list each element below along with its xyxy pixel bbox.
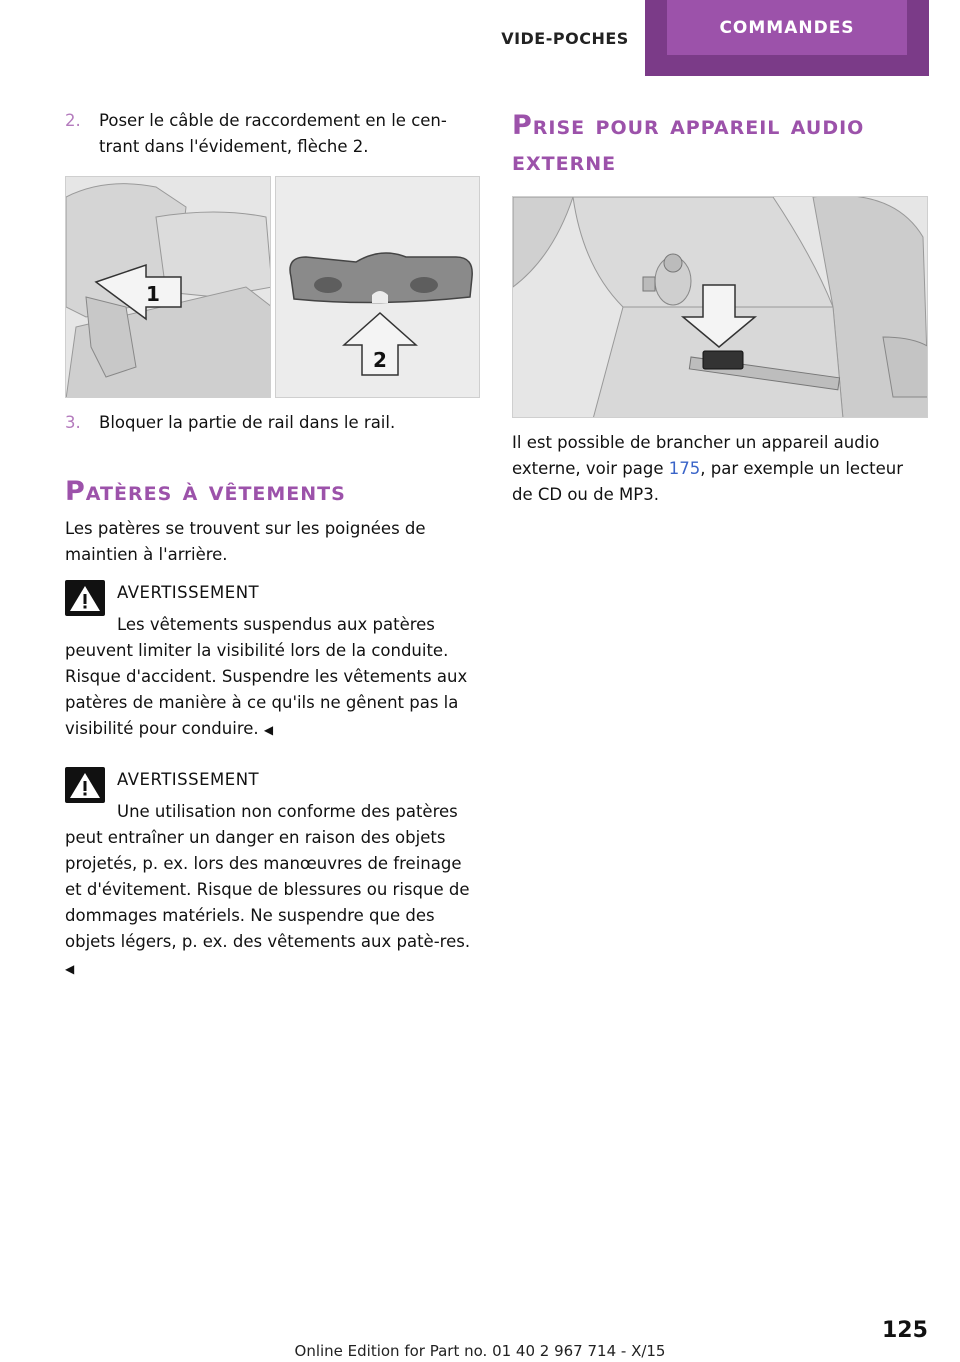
step-2	[65, 108, 480, 160]
warning-text-first-line: Les vêtements suspendus aux patères	[117, 615, 435, 634]
warning-text-first-line: Une utilisation non conforme des patères	[117, 802, 458, 821]
edition-footer: Online Edition for Part no. 01 40 2 967 714 - X/15	[294, 1342, 666, 1360]
arrow-label-2: 2	[373, 348, 387, 372]
step-text: Poser le câble de raccordement en le cen‐trant dans l'évidement, flèche 2.	[99, 111, 447, 156]
chapter-title: COMMANDES	[667, 0, 907, 55]
warning-block-2	[65, 767, 480, 982]
warning-text-rest: peut entraîner un danger en raison des objets projetés, p. ex. lors des manœuvres de freinage et d'évitement. Risque de blessures ou risque de dommages matériels. Ne suspendre que des objets légers, p. ex. des vêtements aux patè‐res.	[65, 828, 471, 951]
page-ref-link[interactable]: 175	[668, 459, 701, 478]
warning-text	[65, 825, 480, 982]
warning-icon	[65, 767, 105, 803]
step-number: 2.	[65, 111, 81, 130]
warning-text	[65, 638, 480, 743]
warning-text-rest: peuvent limiter la visibilité lors de la conduite. Risque d'accident. Suspendre les vêtements aux patères de manière à ce qu'ils ne gênent pas la visibilité pour conduire.	[65, 641, 468, 738]
rail-part-illustration	[275, 176, 480, 398]
section-title: VIDE-POCHES	[501, 28, 629, 48]
rail-figure	[65, 176, 480, 398]
left-column	[65, 108, 480, 982]
chapter-tab	[645, 0, 929, 76]
right-column	[512, 108, 928, 508]
heading-audio-input: Prise pour appareil audio externe	[512, 110, 865, 177]
end-mark: ◀	[263, 723, 274, 737]
step-3	[65, 410, 480, 436]
warning-icon	[65, 580, 105, 616]
audio-input-text	[512, 430, 928, 508]
heading-coat-hooks: Patères à vêtements	[65, 476, 346, 507]
coat-hooks-intro: Les patères se trouvent sur les poignées de maintien à l'arrière.	[65, 519, 426, 564]
warning-block-1	[65, 580, 480, 743]
audio-text-after: , par exemple un lecteur de CD ou de MP3.	[512, 459, 904, 504]
arrow-label-1: 1	[146, 282, 160, 306]
armrest-illustration	[65, 176, 271, 398]
step-number: 3.	[65, 413, 81, 432]
warning-title: AVERTISSEMENT	[117, 583, 260, 602]
aux-socket-illustration	[512, 196, 928, 418]
end-mark: ◀	[65, 962, 75, 976]
warning-title: AVERTISSEMENT	[117, 770, 260, 789]
step-text: Bloquer la partie de rail dans le rail.	[99, 413, 396, 432]
audio-text-before: Il est possible de brancher un appareil audio externe, voir page	[512, 433, 880, 478]
page-number: 125	[882, 1318, 928, 1343]
